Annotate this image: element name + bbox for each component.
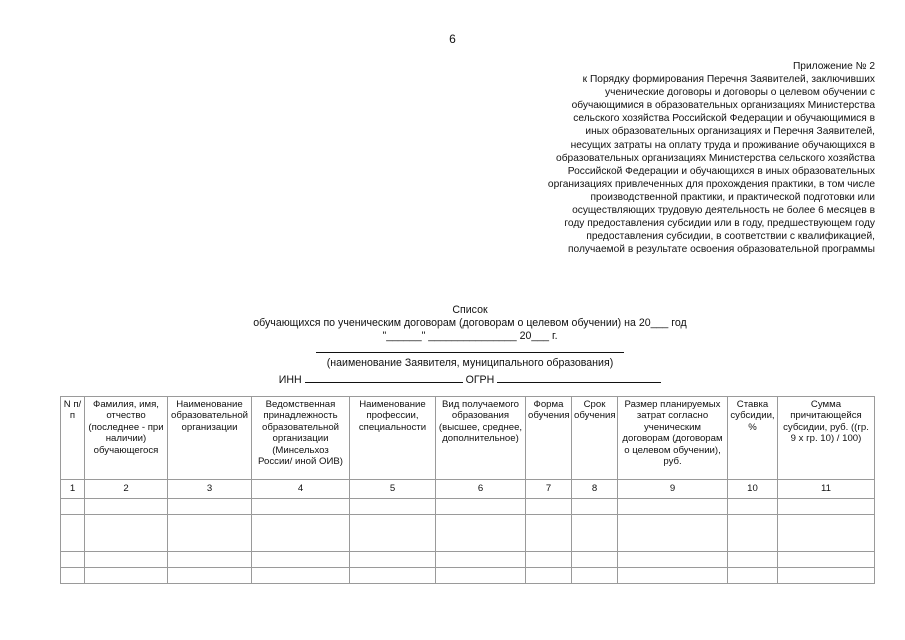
- ogrn-label: ОГРН: [465, 374, 495, 386]
- list-title-block: [0, 304, 905, 370]
- column-header: Размер планируемых затрат согласно ученическим договорам (договорам о целевом обучении), руб.: [618, 397, 728, 480]
- appendix-line: осуществляющих трудовую деятельность не более 6 месяцев в: [572, 205, 875, 217]
- column-header: N п/п: [61, 397, 85, 480]
- column-number: 11: [778, 480, 875, 499]
- applicant-caption: (наименование Заявителя, муниципального образования): [326, 357, 614, 369]
- column-number-row: [61, 480, 875, 499]
- applicant-name-blank: [316, 346, 624, 353]
- appendix-title: Приложение № 2: [792, 61, 875, 72]
- column-number: 10: [728, 480, 778, 499]
- ogrn-blank: [497, 372, 661, 383]
- column-number: 4: [252, 480, 350, 499]
- appendix-line: Российской Федерации и обучающихся в иных образовательных: [567, 165, 875, 177]
- column-number: 5: [350, 480, 436, 499]
- column-number: 3: [168, 480, 252, 499]
- list-subtitle: обучающихся по ученическим договорам (договорам о целевом обучении) на 20___ год: [253, 317, 687, 329]
- column-header: Форма обучения: [526, 397, 572, 480]
- appendix-line: сельского хозяйства Российской Федерации и обучающимися в: [573, 113, 875, 125]
- appendix-line: предоставления субсидии, в соответствии с квалификацией,: [586, 231, 875, 243]
- page-number: 6: [449, 32, 456, 46]
- appendix-line: получаемой в результате освоения образовательной программы: [568, 244, 875, 256]
- appendix-line: организациях привлеченных для прохождения практики, в том числе: [547, 178, 875, 190]
- column-header: Ведомственная принадлежность образовательной организации (Минсельхоз России/ иной ОИВ): [252, 397, 350, 480]
- appendix-line: образовательных организациях Министерства сельского хозяйства: [556, 152, 875, 164]
- column-number: 6: [436, 480, 526, 499]
- column-number: 9: [618, 480, 728, 499]
- column-number: 8: [572, 480, 618, 499]
- column-header: Срок обучения: [572, 397, 618, 480]
- column-header: Вид получаемого образования (высшее, среднее, дополнительное): [436, 397, 526, 480]
- table-row: [61, 499, 875, 515]
- inn-blank: [305, 372, 463, 383]
- table-row: [61, 552, 875, 568]
- column-header: Фамилия, имя, отчество (последнее - при наличии) обучающегося: [85, 397, 168, 480]
- list-title: Список: [452, 304, 488, 316]
- appendix-line: году предоставления субсидии или в году, предшествующем году: [564, 218, 875, 230]
- appendix-line: несущих затраты на оплату труда и проживание обучающихся в: [570, 139, 875, 151]
- appendix-line: к Порядку формирования Перечня Заявителей, заключивших: [582, 74, 875, 86]
- column-header: Сумма причитающейся субсидии, руб. ((гр. 9 x гр. 10) / 100): [778, 397, 875, 480]
- table-row: [61, 568, 875, 584]
- column-header: Ставка субсидии, %: [728, 397, 778, 480]
- inn-label: ИНН: [278, 374, 302, 386]
- date-line: "______" _______________ 20___ г.: [382, 330, 558, 342]
- appendix-line: производственной практики, и практической подготовки или: [590, 191, 875, 203]
- appendix-line: обучающимися в образовательных организациях Министерства: [571, 100, 875, 112]
- students-table: [60, 396, 875, 584]
- column-header: Наименование профессии, специальности: [350, 397, 436, 480]
- inn-ogrn-line: [0, 372, 905, 386]
- appendix-note: [485, 60, 875, 256]
- table-header-row: [61, 397, 875, 480]
- column-header: Наименование образовательной организации: [168, 397, 252, 480]
- column-number: 2: [85, 480, 168, 499]
- appendix-line: иных образовательных организациях и Перечня Заявителей,: [585, 126, 875, 138]
- column-number: 1: [61, 480, 85, 499]
- table-row: [61, 515, 875, 552]
- column-number: 7: [526, 480, 572, 499]
- appendix-line: ученические договоры и договоры о целевом обучении с: [605, 87, 875, 99]
